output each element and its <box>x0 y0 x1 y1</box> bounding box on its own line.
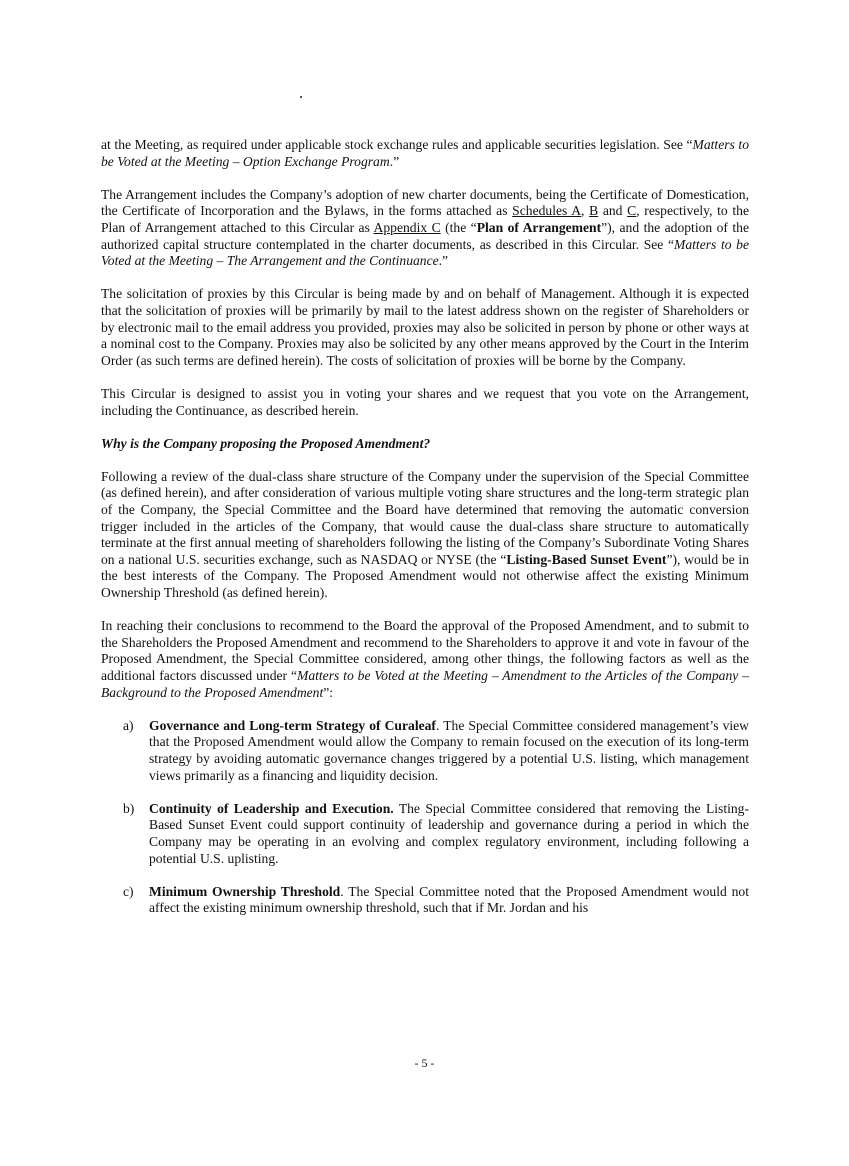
defined-term: Listing-Based Sunset Event <box>506 551 667 567</box>
text-run: .” <box>438 253 449 269</box>
list-item-body <box>149 718 749 784</box>
scan-artifact-dot <box>300 96 302 98</box>
text-run: Following a review of the dual-class share structure of the Company under the supervision of the Special Committee (as defined herein), and after consideration of various multiple voting share structures and the long-term strategic plan of the Company, the Special Committee and the Board have determined that removing the automatic conversion trigger included in the articles of the Company, that would cause the dual-class share structure to automatically terminate at the first annual meeting of shareholders following the listing of the Company’s Subordinate Voting Shares on a national U.S. securities exchange, such as NASDAQ or NYSE (the “ <box>101 468 749 567</box>
list-item-title: Governance and Long-term Strategy of Curaleaf <box>149 717 436 733</box>
list-marker: b) <box>123 800 135 816</box>
text-run: The Special Committee considered that removing the Listing-Based Sunset Event could support continuity of leadership and governance during a period in which the Company may be operating in an evolving and complex regulatory environment, including following a potential U.S. uplisting. <box>149 800 750 866</box>
cross-reference: Matters to be Voted at the Meeting – The Arrangement and the Continuance <box>101 236 749 269</box>
list-item-body <box>149 884 749 917</box>
text-run: The Special Committee noted that the Proposed Amendment would not affect the existing minimum ownership threshold, such that if Mr. Jordan and his <box>149 883 749 916</box>
text-run: (the “ <box>440 219 477 235</box>
text-run: . <box>435 717 440 733</box>
list-item-body <box>149 801 749 867</box>
list-item <box>101 884 749 917</box>
cross-reference: Matters to be Voted at the Meeting – Option Exchange Program <box>101 137 749 169</box>
cross-reference: Matters to be Voted at the Meeting – Amendment to the Articles of the Company – Background to the Proposed Amendment <box>101 668 749 700</box>
body-text <box>101 137 749 934</box>
text-run: ”), and the adoption of the authorized capital structure contemplated in the charter documents, as described in this Circular. See “ <box>101 219 749 252</box>
text-run: ”), would be in the best interests of the Company. The Proposed Amendment would not otherwise affect the existing Minimum Ownership Threshold (as defined herein). <box>101 551 749 601</box>
text-run: The Special Committee considered management’s view that the Proposed Amendment would allow the Company to remain focused on the execution of its long-term strategy by avoiding automatic governance changes triggered by a potential U.S. listing, which management views primarily as a financing and liquidity decision. <box>149 717 750 783</box>
text-run: ”: <box>323 684 334 700</box>
list-item-title: Continuity of Leadership and Execution. <box>149 800 394 816</box>
text-run: , respectively, to the Plan of Arrangement attached to this Circular as <box>101 203 749 235</box>
paragraph-arrangement <box>101 187 749 270</box>
text-run: In reaching their conclusions to recommend to the Board the approval of the Proposed Amendment, and to submit to the Shareholders the Proposed Amendment and recommend to the Shareholders to approve it and vote in favour of the Proposed Amendment, the Special Committee considered, among other things, the following factors as well as the additional factors discussed under “ <box>101 618 749 683</box>
paragraph-option-exchange <box>101 137 749 170</box>
list-item-title: Minimum Ownership Threshold <box>149 883 341 899</box>
page-number: - 5 - <box>414 1056 435 1070</box>
text-run: , <box>581 203 590 219</box>
section-heading: Why is the Company proposing the Proposed Amendment? <box>101 435 431 451</box>
list-item <box>101 718 749 784</box>
list-marker: c) <box>123 883 134 899</box>
schedule-b-link[interactable]: B <box>589 203 599 219</box>
text-run: .” <box>389 153 400 169</box>
paragraph-solicitation: The solicitation of proxies by this Circular is being made by and on behalf of Management. Although it is expected that the solicitation of proxies will be primarily by mail to the latest address shown on the register of Shareholders or by electronic mail to the email address you provided, proxies may also be solicited in person by phone or other ways at a nominal cost to the Company. Proxies may also be solicited by any other means approved by the Court in the Interim Order (as such terms are defined herein). The costs of solicitation of proxies will be borne by the Company. <box>101 286 749 368</box>
list-item <box>101 801 749 867</box>
paragraph-special-committee-factors <box>101 618 749 701</box>
paragraph-dual-class-review <box>101 469 749 602</box>
text-run: The Arrangement includes the Company’s adoption of new charter documents, being the Certificate of Domestication, the Certificate of Incorporation and the Bylaws, in the forms attached as <box>101 186 749 219</box>
list-marker: a) <box>123 717 134 733</box>
text-run: at the Meeting, as required under applicable stock exchange rules and applicable securities legislation. See “ <box>101 137 693 152</box>
schedule-c-link[interactable]: C <box>627 203 637 219</box>
text-run: . <box>340 883 344 899</box>
appendix-c-link[interactable]: Appendix C <box>373 219 441 235</box>
paragraph-circular-purpose: This Circular is designed to assist you in voting your shares and we request that you vote on the Arrangement, including the Continuance, as described herein. <box>101 385 749 418</box>
schedule-a-link[interactable]: Schedules A <box>512 203 582 219</box>
defined-term: Plan of Arrangement <box>476 219 602 235</box>
text-run: and <box>598 203 628 219</box>
